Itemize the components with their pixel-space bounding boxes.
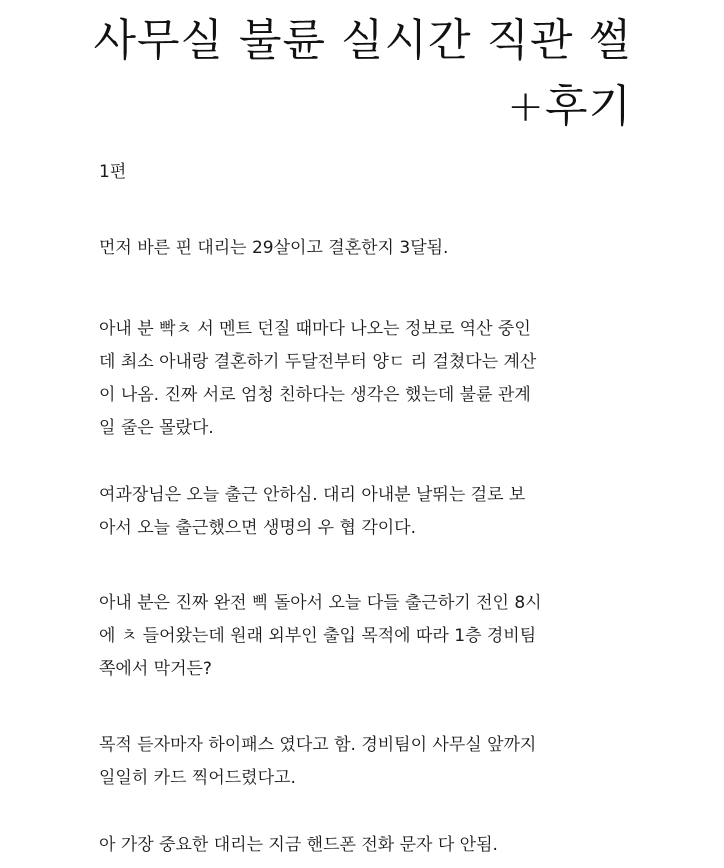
paragraph <box>99 232 639 265</box>
paragraph <box>99 313 639 445</box>
post-title <box>60 8 632 140</box>
paragraph-line: 여과장님은 오늘 출근 안하심. 대리 아내분 날뛰는 걸로 보 <box>99 485 526 505</box>
paragraph-line: 먼저 바른 핀 대리는 29살이고 결혼한지 3달됨. <box>99 238 449 258</box>
paragraph-line: 아서 오늘 출근했으면 생명의 우 협 각이다. <box>99 518 417 538</box>
part-label: 1편 <box>99 162 127 182</box>
paragraph-line: 아내 분 빡ㅊ 서 멘트 던질 때마다 나오는 정보로 역산 중인 <box>99 319 531 339</box>
paragraph-line: 에 ㅊ 들어왔는데 원래 외부인 출입 목적에 따라 1층 경비팀 <box>99 626 537 646</box>
paragraph-line: 목적 듣자마자 하이패스 였다고 함. 경비팀이 사무실 앞까지 <box>99 735 537 755</box>
paragraph <box>99 829 639 862</box>
paragraph-line: 이 나옴. 진짜 서로 엄청 친하다는 생각은 했는데 불륜 관계 <box>99 385 531 405</box>
paragraph <box>99 479 639 545</box>
paragraph-line: 일일히 카드 찍어드렸다고. <box>99 768 296 788</box>
paragraph <box>99 587 639 686</box>
paragraph-line: 아내 분은 진짜 완전 삑 돌아서 오늘 다들 출근하기 전인 8시 <box>99 593 542 613</box>
paragraph-line: 아 가장 중요한 대리는 지금 핸드폰 전화 문자 다 안됨. <box>99 835 498 855</box>
post-title-line: 사무실 불륜 실시간 직관 썰 <box>93 15 632 66</box>
paragraph-line: 쪽에서 막거든? <box>99 659 212 679</box>
paragraph-line: 일 줄은 몰랐다. <box>99 418 214 438</box>
paragraph <box>99 729 639 795</box>
post-title-line: +후기 <box>507 81 632 132</box>
paragraph-line: 데 최소 아내랑 결혼하기 두달전부터 양ㄷ 리 걸쳤다는 계산 <box>99 352 537 372</box>
